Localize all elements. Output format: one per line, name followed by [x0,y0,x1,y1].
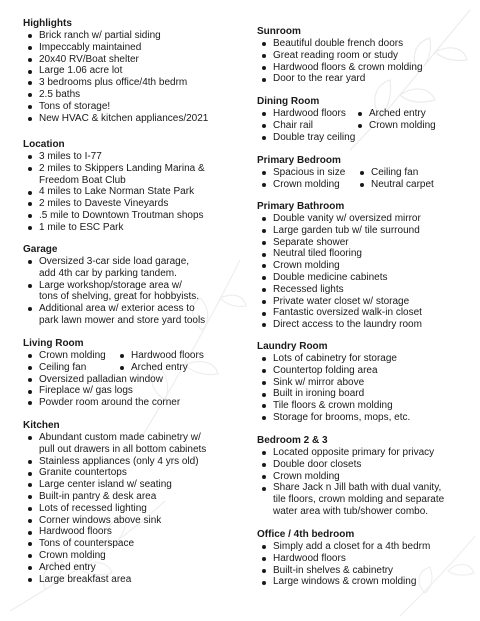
primary-bedroom-item: Crown molding [257,179,355,191]
primary-bathroom-item: Large garden tub w/ tile surround [257,225,471,237]
dining-room-item: Hardwood floors [257,108,353,120]
highlights-list [23,30,237,124]
sunroom-item: Beautiful double french doors [257,38,471,50]
sunroom-list [257,38,471,85]
dining-room-list-b [353,108,436,143]
living-room-item: Powder room around the corner [23,397,237,409]
living-room-item: Arched entry [115,362,204,374]
living-room-item: Fireplace w/ gas logs [23,385,237,397]
highlights-item: Large 1.06 acre lot [23,65,237,77]
highlights-section [23,18,237,124]
highlights-item: Impeccably maintained [23,42,237,54]
kitchen-item: Large center island w/ seating [23,479,237,491]
highlights-item: 2.5 baths [23,89,237,101]
laundry-room-item: Sink w/ mirror above [257,377,471,389]
location-title: Location [23,139,65,150]
kitchen-item-continued: pull out drawers in all bottom cabinets [39,443,207,455]
highlights-item: New HVAC & kitchen appliances/2021 [23,113,237,125]
garage-list [23,256,237,327]
location-item: 3 miles to I-77 [23,151,237,163]
kitchen-item: Granite countertops [23,467,237,479]
location-section [23,139,237,234]
primary-bathroom-item: Separate shower [257,237,471,249]
primary-bathroom-list [257,213,471,331]
dining-room-two-column [257,108,471,143]
kitchen-item: Corner windows above sink [23,515,237,527]
primary-bedroom-list-b [355,167,434,191]
laundry-room-item: Storage for brooms, mops, etc. [257,412,471,424]
bedroom-2-3-title: Bedroom 2 & 3 [257,435,328,446]
location-item: 4 miles to Lake Norman State Park [23,186,237,198]
highlights-item: 3 bedrooms plus office/4th bedrm [23,77,237,89]
kitchen-item: Crown molding [23,550,237,562]
bedroom-2-3-item-continued: tile floors, crown molding and separate [273,494,445,506]
primary-bathroom-item: Fantastic oversized walk-in closet [257,307,471,319]
laundry-room-title: Laundry Room [257,341,328,352]
location-item: 2 miles to Daveste Vineyards [23,198,237,210]
primary-bedroom-list-a [257,167,355,191]
living-room-item: Crown molding [23,350,115,362]
primary-bathroom-item: Crown molding [257,260,471,272]
bedroom-2-3-item: Located opposite primary for privacy [257,447,471,459]
laundry-room-item: Lots of cabinetry for storage [257,353,471,365]
office-title: Office / 4th bedroom [257,529,355,540]
dining-room-item: Arched entry [353,108,436,120]
location-item: .5 mile to Downtown Troutman shops [23,210,237,222]
living-room-two-column [23,350,237,374]
bedroom-2-3-item-continued: water area with tub/shower combo. [273,505,429,517]
primary-bathroom-title: Primary Bathroom [257,201,345,212]
garage-item: Additional area w/ exterior acess to [23,303,237,315]
living-room-list-a [23,350,115,374]
dining-room-list-a [257,108,356,143]
laundry-room-item: Tile floors & crown molding [257,400,471,412]
primary-bedroom-two-column [257,167,471,191]
garage-item: Large workshop/storage area w/ [23,280,237,292]
bedroom-2-3-item: Share Jack n Jill bath with dual vanity, [257,482,471,494]
garage-item: Oversized 3-car side load garage, [23,256,237,268]
kitchen-item: Arched entry [23,562,237,574]
living-room-section [23,338,237,409]
location-item: 2 miles to Skippers Landing Marina & [23,163,237,175]
kitchen-item: Hardwood floors [23,526,237,538]
primary-bedroom-item: Ceiling fan [355,167,434,179]
dining-room-section [257,96,471,143]
living-room-list [23,374,237,409]
laundry-room-section [257,341,471,424]
dining-room-title: Dining Room [257,96,320,107]
office-section [257,529,471,588]
dining-room-item: Double tray ceiling [257,132,353,144]
living-room-item: Hardwood floors [115,350,204,362]
office-item: Hardwood floors [257,553,471,565]
location-list [23,151,237,234]
kitchen-item: Built-in pantry & desk area [23,491,237,503]
kitchen-list [23,432,237,585]
garage-item-continued: add 4th car by parking tandem. [39,267,177,279]
laundry-room-list [257,353,471,424]
sunroom-section [257,26,471,85]
primary-bedroom-title: Primary Bedroom [257,155,341,166]
highlights-item: Brick ranch w/ partial siding [23,30,237,42]
kitchen-item: Stainless appliances (only 4 yrs old) [23,456,237,468]
office-item: Simply add a closet for a 4th bedrm [257,541,471,553]
kitchen-section [23,420,237,585]
kitchen-item: Large breakfast area [23,574,237,586]
living-room-item: Ceiling fan [23,362,115,374]
highlights-title: Highlights [23,18,72,29]
bedroom-2-3-section [257,435,471,518]
garage-title: Garage [23,244,58,255]
garage-item-continued: park lawn mower and store yard tools [39,314,206,326]
bedroom-2-3-item: Crown molding [257,471,471,483]
kitchen-title: Kitchen [23,420,60,431]
primary-bathroom-item: Double vanity w/ oversized mirror [257,213,471,225]
bedroom-2-3-item: Double door closets [257,459,471,471]
primary-bathroom-item: Neutral tiled flooring [257,248,471,260]
living-room-title: Living Room [23,338,84,349]
highlights-item: Tons of storage! [23,101,237,113]
kitchen-item: Abundant custom made cabinetry w/ [23,432,237,444]
office-item: Large windows & crown molding [257,576,471,588]
kitchen-item: Tons of counterspace [23,538,237,550]
bedroom-2-3-list [257,447,471,518]
primary-bedroom-section [257,155,471,191]
sunroom-title: Sunroom [257,26,301,37]
sunroom-item: Great reading room or study [257,50,471,62]
primary-bedroom-item: Spacious in size [257,167,355,179]
dining-room-item: Chair rail [257,120,353,132]
living-room-item: Oversized palladian window [23,374,237,386]
primary-bathroom-item: Recessed lights [257,284,471,296]
kitchen-item: Lots of recessed lighting [23,503,237,515]
office-list [257,541,471,588]
office-item: Built-in shelves & cabinetry [257,565,471,577]
laundry-room-item: Built in ironing board [257,388,471,400]
location-item-continued: Freedom Boat Club [39,174,126,186]
primary-bathroom-item: Double medicine cabinets [257,272,471,284]
laundry-room-item: Countertop folding area [257,365,471,377]
garage-item-continued: tons of shelving, great for hobbyists. [39,291,200,303]
sunroom-item: Hardwood floors & crown molding [257,62,471,74]
location-item: 1 mile to ESC Park [23,222,237,234]
highlights-item: 20x40 RV/Boat shelter [23,54,237,66]
sunroom-item: Door to the rear yard [257,73,471,85]
primary-bathroom-item: Direct access to the laundry room [257,319,471,331]
garage-section [23,244,237,327]
primary-bathroom-section [257,201,471,331]
primary-bedroom-item: Neutral carpet [355,179,434,191]
dining-room-item: Crown molding [353,120,436,132]
living-room-list-b [115,350,204,374]
primary-bathroom-item: Private water closet w/ storage [257,296,471,308]
